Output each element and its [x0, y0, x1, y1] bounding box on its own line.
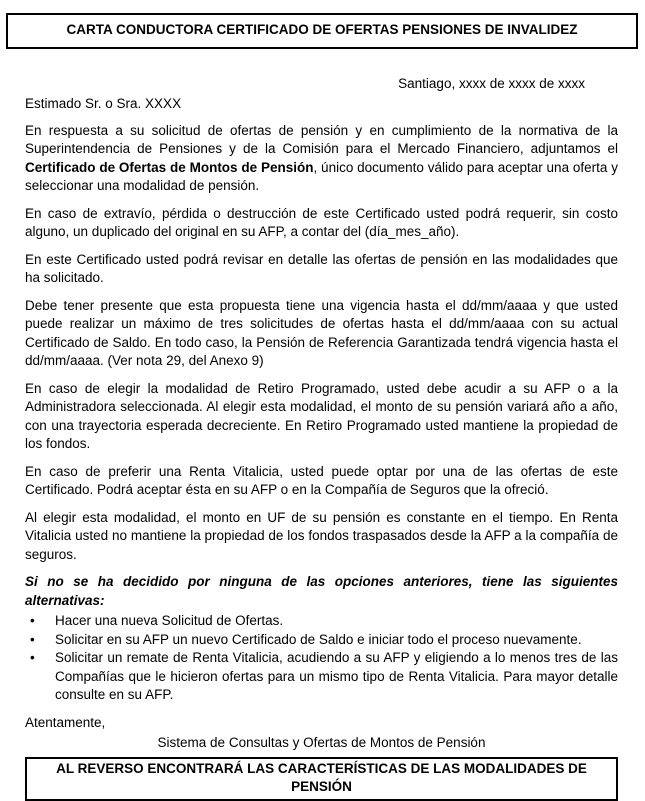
bullet-icon: •	[30, 650, 35, 665]
paragraph-certificate-attached	[25, 122, 618, 196]
farewell: Atentamente,	[25, 714, 106, 730]
paragraph-retiro-programado: En caso de elegir la modalidad de Retiro Programado, usted debe acudir a su AFP o a la Administradora seleccionada. Al elegir esta modalidad, el monto de su pensión variará año a año, con una trayectoria esperada decreciente. En Retiro Programado usted mantiene la propiedad de los fondos.	[25, 380, 618, 451]
footer-notice-wrap	[25, 757, 618, 801]
paragraph-validity: Debe tener presente que esta propuesta tiene una vigencia hasta el dd/mm/aaaa y que usted puede realizar un máximo de tres solicitudes de ofertas hasta el dd/mm/aaaa con su actual Certificado de Saldo. En todo caso, la Pensión de Referencia Garantizada tendrá vigencia hasta el dd/mm/aaaa. (Ver nota 29, del Anexo 9)	[25, 297, 618, 368]
paragraph-uf-constant: Al elegir esta modalidad, el monto en UF de su pensión es constante en el tiempo. En Renta Vitalicia usted no mantiene la propiedad de los fondos traspasados desde la AFP a la compañía de seguros.	[25, 509, 618, 562]
alternatives-intro: Si no se ha decidido por ninguna de las opciones anteriores, tiene las siguientes alternativas:	[25, 574, 618, 608]
letter-title: CARTA CONDUCTORA CERTIFICADO DE OFERTAS PENSIONES DE INVALIDEZ	[66, 22, 578, 37]
list-item-text: Solicitar en su AFP un nuevo Certificado de Saldo e iniciar todo el proceso nuevamente.	[55, 631, 582, 647]
bullet-icon: •	[30, 631, 35, 647]
date-line: Santiago, xxxx de xxxx de xxxx	[398, 75, 585, 91]
paragraph-renta-vitalicia: En caso de preferir una Renta Vitalicia, usted puede optar por una de las ofertas de este Certificado. Podrá aceptar ésta en su AFP o en la Compañía de Seguros que la ofreció.	[25, 463, 618, 497]
alternatives-list	[25, 612, 618, 705]
certificate-name-bold: Certificado de Ofertas de Montos de Pensión	[25, 159, 314, 175]
bullet-icon: •	[30, 613, 35, 628]
letter-page	[0, 13, 645, 794]
paragraph-duplicate-request: En caso de extravío, pérdida o destrucción de este Certificado usted podrá requerir, sin costo alguno, un duplicado del original en su AFP, a contar del (día_mes_año).	[25, 205, 618, 239]
list-item-text: Hacer una nueva Solicitud de Ofertas.	[55, 613, 284, 628]
list-item	[25, 612, 618, 631]
paragraph-certificate-attached-tail: , único documento válido para aceptar una oferta y seleccionar una modalidad de pensión.	[25, 159, 618, 193]
paragraph-review-offers: En este Certificado usted podrá revisar en detalle las ofertas de pensión en las modalidades que ha solicitado.	[25, 251, 618, 285]
list-item	[25, 631, 618, 650]
letter-title-box	[6, 13, 638, 49]
list-item-text: Solicitar un remate de Renta Vitalicia, acudiendo a su AFP y eligiendo a lo menos tres de las Compañías que le hicieron ofertas para un mismo tipo de Renta Vitalicia. Para mayor detalle consulte en su AFP.	[55, 650, 618, 702]
signature-line: Sistema de Consultas y Ofertas de Montos de Pensión	[157, 735, 486, 750]
paragraph-certificate-attached-text: En respuesta a su solicitud de ofertas de pensión y en cumplimiento de la normativa de la Superintendencia de Pensiones y de la Comisión para el Mercado Financiero, adjuntamos el	[25, 122, 618, 156]
list-item	[25, 649, 618, 705]
salutation: Estimado Sr. o Sra. XXXX	[25, 96, 182, 111]
footer-notice-box: AL REVERSO ENCONTRARÁ LAS CARACTERÍSTICAS DE LAS MODALIDADES DE PENSIÓN	[25, 757, 618, 801]
letter-body	[0, 75, 645, 801]
